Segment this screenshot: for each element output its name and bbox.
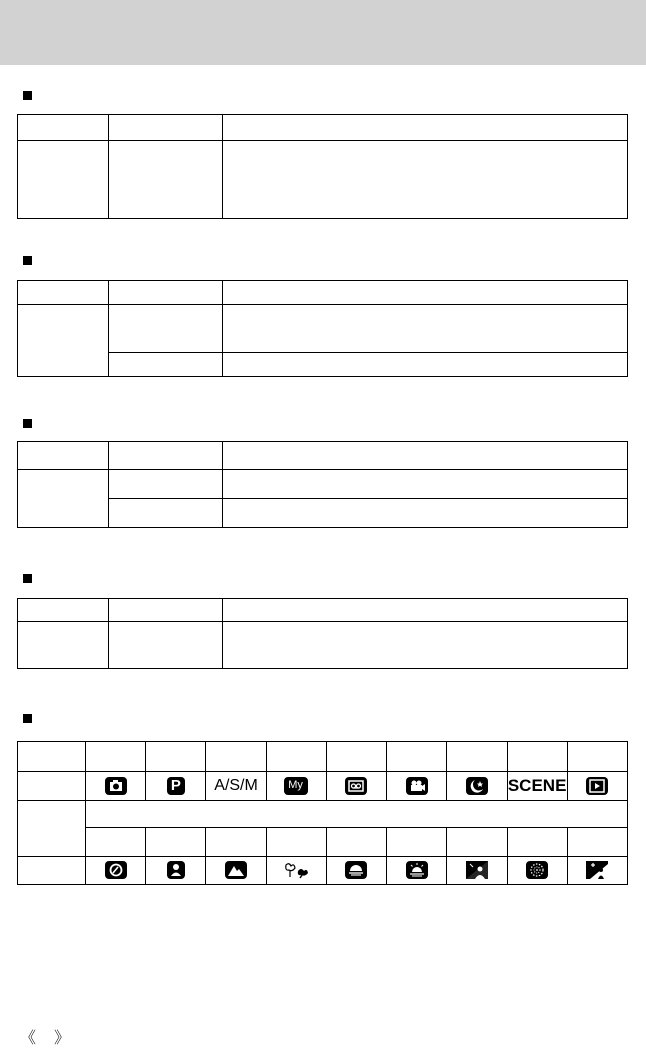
- table-cell: [86, 828, 146, 857]
- table-cell: [146, 742, 206, 772]
- mode-availability-table: [17, 741, 628, 885]
- table-cell: [18, 622, 109, 669]
- table-cell: [507, 742, 567, 772]
- table-cell: [109, 499, 223, 528]
- square-bullet-icon: [23, 91, 32, 100]
- table-cell: [206, 828, 266, 857]
- table-cell: [223, 141, 628, 219]
- scene-cell: [146, 857, 206, 885]
- portrait-leaf-icon: [105, 861, 127, 879]
- table-cell: [387, 828, 447, 857]
- backlight-icon: [466, 861, 488, 879]
- asm-mode-icon: A/S/M: [214, 776, 258, 794]
- table-header-cell: [18, 742, 86, 772]
- square-bullet-icon: [23, 419, 32, 428]
- table-header-cell: [18, 857, 86, 885]
- table-cell: [223, 622, 628, 669]
- table-cell: [206, 742, 266, 772]
- scene-cell: [86, 857, 146, 885]
- mode-cell: [266, 772, 326, 801]
- spec-table-2: [17, 280, 628, 377]
- table-header-cell: [18, 772, 86, 801]
- program-mode-icon: P: [167, 777, 185, 795]
- spec-table-1: [17, 114, 628, 219]
- table-cell: [223, 470, 628, 499]
- table-cell: [266, 828, 326, 857]
- mode-cell: [326, 772, 386, 801]
- scene-cell: [206, 857, 266, 885]
- close-up-flower-icon: [281, 861, 311, 879]
- voice-record-mode-icon: [345, 777, 367, 795]
- table-cell: [18, 305, 109, 377]
- table-cell: [223, 353, 628, 377]
- scene-cell: [266, 857, 326, 885]
- table-cell: [109, 470, 223, 499]
- portrait-icon: [167, 861, 185, 879]
- table-cell: [447, 742, 507, 772]
- square-bullet-icon: [23, 714, 32, 723]
- table-header-cell: [109, 599, 223, 622]
- scene-cell: [326, 857, 386, 885]
- table-cell: [387, 742, 447, 772]
- table-cell: [447, 828, 507, 857]
- table-cell: [109, 622, 223, 669]
- spec-table-3: [17, 441, 628, 528]
- left-bracket: 《: [20, 1028, 37, 1047]
- mode-cell: [86, 772, 146, 801]
- table-cell: [326, 742, 386, 772]
- table-header-cell: [223, 281, 628, 305]
- right-bracket: 》: [54, 1028, 71, 1047]
- table-header-cell: [223, 599, 628, 622]
- table-cell: [109, 141, 223, 219]
- table-header-cell: [109, 281, 223, 305]
- table-cell: [223, 305, 628, 353]
- table-cell: [86, 742, 146, 772]
- sunset-icon: [345, 861, 367, 879]
- table-header-cell: [18, 442, 109, 470]
- table-cell: [146, 828, 206, 857]
- mode-cell: [387, 772, 447, 801]
- mode-cell: [447, 772, 507, 801]
- scene-cell: [447, 857, 507, 885]
- fireworks-icon: [526, 861, 548, 879]
- scene-cell: [387, 857, 447, 885]
- landscape-icon: [225, 861, 247, 879]
- beach-snow-icon: [586, 861, 608, 879]
- movie-mode-icon: [406, 777, 428, 795]
- table-cell: [567, 828, 627, 857]
- square-bullet-icon: [23, 574, 32, 583]
- table-header-cell: [223, 115, 628, 141]
- my-set-mode-icon: My: [284, 777, 308, 795]
- table-cell: [109, 353, 223, 377]
- table-cell: [223, 499, 628, 528]
- header-band: [0, 0, 646, 65]
- table-cell: [326, 828, 386, 857]
- scene-mode-icon: SCENE: [507, 776, 567, 795]
- table-cell: [18, 141, 109, 219]
- mode-cell: [567, 772, 627, 801]
- table-cell: [266, 742, 326, 772]
- playback-mode-icon: [586, 777, 608, 795]
- table-cell: [507, 828, 567, 857]
- table-header-cell: [109, 115, 223, 141]
- scene-cell: [567, 857, 627, 885]
- table-header-cell: [18, 599, 109, 622]
- table-cell: [567, 742, 627, 772]
- table-header-cell: [18, 115, 109, 141]
- mode-cell: [146, 772, 206, 801]
- night-mode-icon: [466, 777, 488, 795]
- spec-table-4: [17, 598, 628, 669]
- square-bullet-icon: [23, 256, 32, 265]
- table-cell: [18, 470, 109, 528]
- table-header-cell: [109, 442, 223, 470]
- dawn-icon: [406, 861, 428, 879]
- table-header-cell: [18, 801, 86, 857]
- mode-cell: [507, 772, 567, 801]
- camera-mode-icon: [105, 777, 127, 795]
- table-cell: [86, 801, 628, 828]
- mode-cell: [206, 772, 266, 801]
- scene-cell: [507, 857, 567, 885]
- table-header-cell: [18, 281, 109, 305]
- table-header-cell: [223, 442, 628, 470]
- table-cell: [109, 305, 223, 353]
